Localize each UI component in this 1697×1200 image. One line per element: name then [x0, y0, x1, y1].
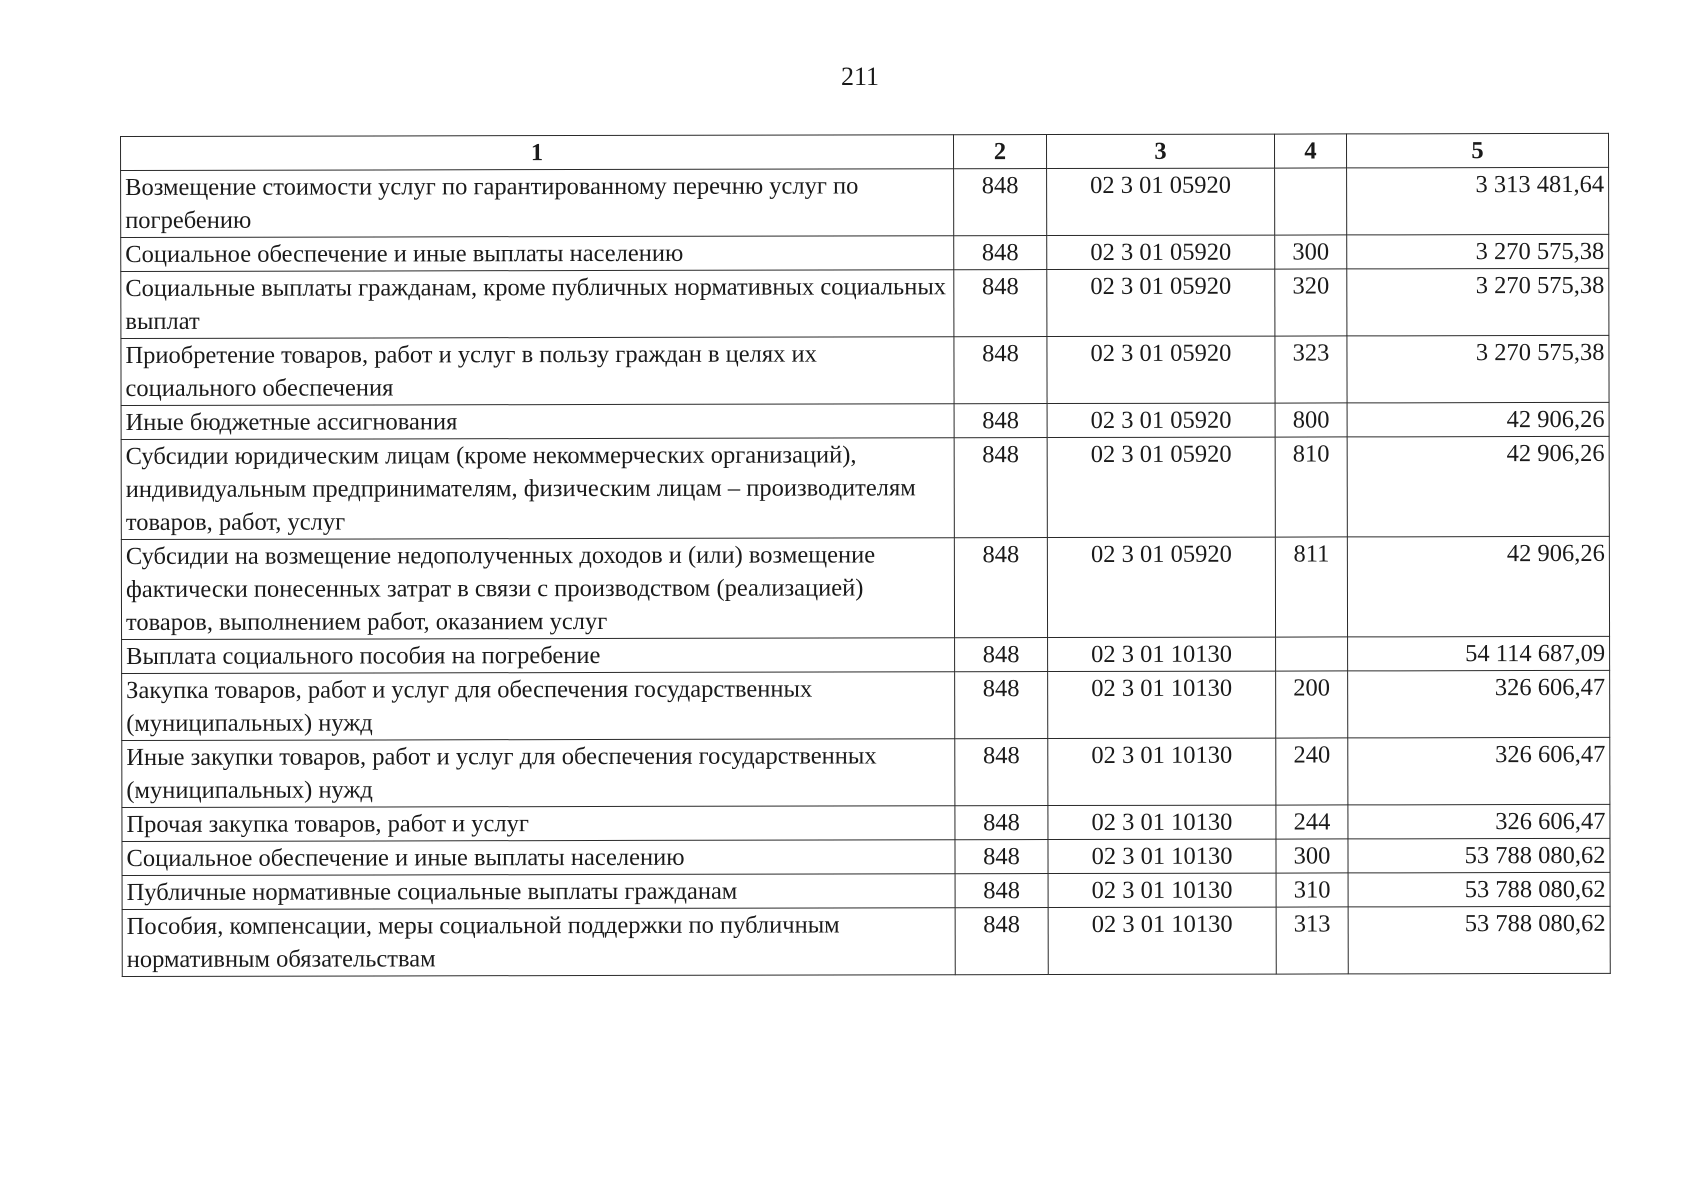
table-row [122, 804, 1610, 841]
row-name-cell: Публичные нормативные социальные выплаты гражданам [122, 874, 955, 910]
table-row [121, 167, 1609, 237]
column-header-2: 2 [953, 135, 1046, 169]
row-target-article-cell: 02 3 01 10130 [1048, 907, 1276, 974]
row-target-article-cell: 02 3 01 10130 [1048, 873, 1276, 907]
row-amount-cell: 53 788 080,62 [1348, 838, 1610, 873]
row-name-cell: Приобретение товаров, работ и услуг в пользу граждан в целях их социального обеспечения [121, 337, 954, 406]
row-department-code-cell: 848 [954, 236, 1047, 270]
row-name-cell: Пособия, компенсации, меры социальной поддержки по публичным нормативным обязательствам [122, 908, 955, 977]
row-department-code-cell: 848 [955, 874, 1048, 908]
row-amount-cell: 3 313 481,64 [1347, 167, 1609, 235]
row-expense-type-cell: 313 [1276, 907, 1348, 974]
table-row [121, 436, 1609, 539]
row-department-code-cell: 848 [954, 169, 1047, 236]
row-target-article-cell: 02 3 01 10130 [1048, 671, 1276, 738]
row-expense-type-cell: 810 [1275, 437, 1347, 537]
row-expense-type-cell: 300 [1276, 839, 1348, 873]
row-amount-cell: 326 606,47 [1348, 804, 1610, 839]
row-amount-cell: 3 270 575,38 [1347, 335, 1609, 403]
table-row [121, 536, 1609, 639]
row-target-article-cell: 02 3 01 05920 [1047, 168, 1275, 235]
row-expense-type-cell [1276, 637, 1348, 671]
row-amount-cell: 326 606,47 [1348, 670, 1610, 738]
row-department-code-cell: 848 [954, 438, 1047, 538]
row-department-code-cell: 848 [955, 739, 1048, 806]
table-row [122, 872, 1610, 909]
column-header-1: 1 [121, 135, 954, 171]
row-department-code-cell: 848 [955, 840, 1048, 874]
column-header-3: 3 [1046, 134, 1274, 168]
row-name-cell: Иные бюджетные ассигнования [121, 404, 954, 440]
row-department-code-cell: 848 [955, 806, 1048, 840]
row-amount-cell: 54 114 687,09 [1348, 636, 1610, 671]
column-header-4: 4 [1274, 134, 1346, 168]
row-target-article-cell: 02 3 01 05920 [1047, 336, 1275, 403]
budget-table [120, 133, 1611, 977]
row-expense-type-cell: 200 [1276, 671, 1348, 738]
row-name-cell: Выплата социального пособия на погребение [122, 638, 955, 674]
row-department-code-cell: 848 [955, 672, 1048, 739]
page-number: 211 [840, 62, 880, 91]
column-header-5: 5 [1346, 133, 1608, 168]
row-name-cell: Иные закупки товаров, работ и услуг для обеспечения государственных (муниципальных) нужд [122, 739, 955, 808]
table-row [122, 670, 1610, 740]
row-amount-cell: 53 788 080,62 [1348, 906, 1610, 974]
row-target-article-cell: 02 3 01 05920 [1047, 437, 1275, 537]
row-target-article-cell: 02 3 01 10130 [1048, 805, 1276, 839]
row-name-cell: Субсидии на возмещение недополученных доходов и (или) возмещение фактически понесенных затрат в связи с производством (реализацией) товаров, выполнением работ, оказанием услуг [121, 538, 954, 640]
row-expense-type-cell: 300 [1275, 235, 1347, 269]
row-amount-cell: 53 788 080,62 [1348, 872, 1610, 907]
row-name-cell: Возмещение стоимости услуг по гарантированному перечню услуг по погребению [121, 169, 954, 238]
table-row [122, 838, 1610, 875]
row-amount-cell: 3 270 575,38 [1347, 268, 1609, 336]
row-department-code-cell: 848 [954, 538, 1047, 638]
row-name-cell: Социальные выплаты гражданам, кроме публичных нормативных социальных выплат [121, 270, 954, 339]
row-amount-cell: 42 906,26 [1347, 536, 1609, 637]
row-target-article-cell: 02 3 01 05920 [1047, 235, 1275, 269]
header-row [121, 133, 1609, 170]
row-department-code-cell: 848 [955, 908, 1048, 975]
row-amount-cell: 3 270 575,38 [1347, 234, 1609, 269]
table-row [121, 335, 1609, 405]
row-expense-type-cell: 244 [1276, 805, 1348, 839]
row-expense-type-cell [1275, 168, 1347, 235]
table-row [121, 402, 1609, 439]
row-expense-type-cell: 323 [1275, 336, 1347, 403]
row-amount-cell: 326 606,47 [1348, 737, 1610, 805]
table-body [121, 167, 1611, 976]
row-name-cell: Социальное обеспечение и иные выплаты населению [121, 236, 954, 272]
row-target-article-cell: 02 3 01 05920 [1047, 269, 1275, 336]
row-target-article-cell: 02 3 01 10130 [1048, 839, 1276, 873]
row-name-cell: Субсидии юридическим лицам (кроме некоммерческих организаций), индивидуальным предпринимателям, физическим лицам – производителям товаров, работ, услуг [121, 438, 954, 540]
table-row [121, 234, 1609, 271]
row-name-cell: Социальное обеспечение и иные выплаты населению [122, 840, 955, 876]
row-expense-type-cell: 240 [1276, 738, 1348, 805]
row-name-cell: Прочая закупка товаров, работ и услуг [122, 806, 955, 842]
row-amount-cell: 42 906,26 [1347, 402, 1609, 437]
table-row [122, 737, 1610, 807]
table-row [122, 906, 1610, 976]
table-row [121, 268, 1609, 338]
row-target-article-cell: 02 3 01 05920 [1047, 537, 1275, 637]
row-department-code-cell: 848 [954, 337, 1047, 404]
row-expense-type-cell: 320 [1275, 269, 1347, 336]
table-row [122, 636, 1610, 673]
row-target-article-cell: 02 3 01 10130 [1048, 738, 1276, 805]
table-header [121, 133, 1609, 170]
row-department-code-cell: 848 [954, 270, 1047, 337]
row-department-code-cell: 848 [955, 638, 1048, 672]
row-name-cell: Закупка товаров, работ и услуг для обеспечения государственных (муниципальных) нужд [122, 672, 955, 741]
row-expense-type-cell: 800 [1275, 403, 1347, 437]
row-department-code-cell: 848 [954, 404, 1047, 438]
row-amount-cell: 42 906,26 [1347, 436, 1609, 537]
row-expense-type-cell: 811 [1275, 537, 1347, 637]
row-target-article-cell: 02 3 01 05920 [1047, 403, 1275, 437]
row-target-article-cell: 02 3 01 10130 [1048, 637, 1276, 671]
row-expense-type-cell: 310 [1276, 873, 1348, 907]
